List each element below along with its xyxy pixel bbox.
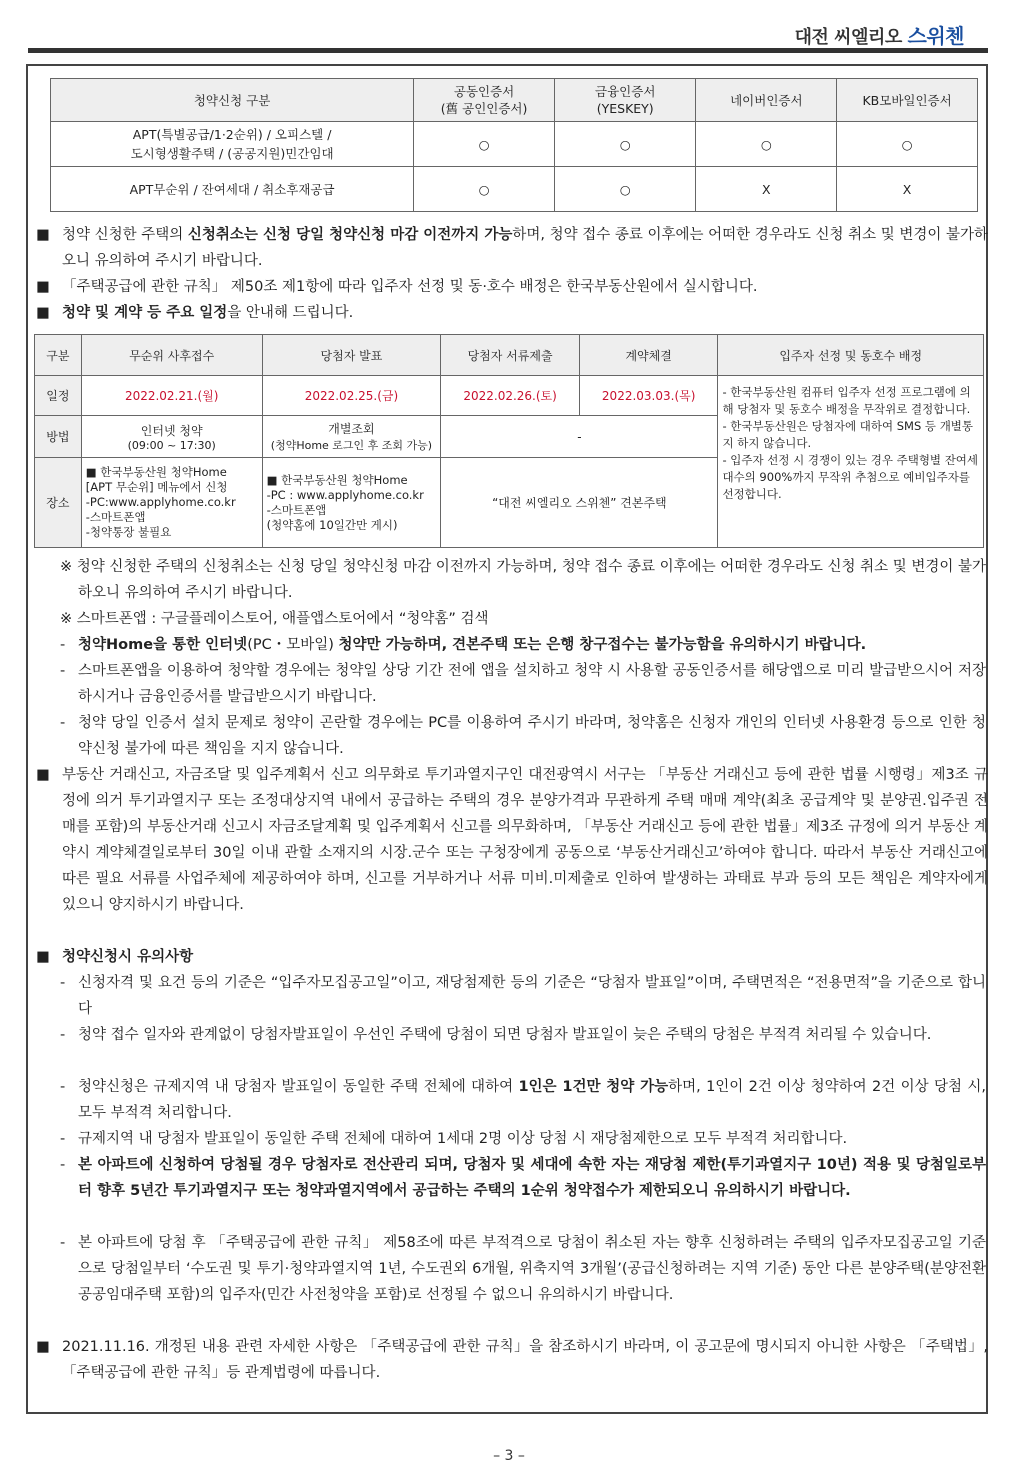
table-row xyxy=(51,122,978,167)
caution-6 xyxy=(60,1230,986,1308)
text: 하며, 청약 접수 종료 이후에는 어떠한 경우라도 신청 취소 및 변경이 불가하오니 유의하여 주시기 바랍니다. xyxy=(62,227,988,269)
text: 청약신청은 규제지역 내 당첨자 발표일이 동일한 주택 전체에 대하여 xyxy=(78,1079,519,1095)
text: ※ 청약 신청한 주택의 신청취소는 신청 당일 청약신청 마감 이전까지 가능하며, 청약 접수 종료 이후에는 어떠한 경우라도 신청 취소 및 변경이 불가하오니 유의하여 주시기 바랍니다. xyxy=(60,559,986,601)
brand-name: 스위첸 xyxy=(907,24,964,48)
row-label-place: 장소 xyxy=(35,458,82,548)
text-bold: 신청취소는 신청 당일 청약신청 마감 이전까지 가능 xyxy=(187,227,513,243)
dash-icon: - xyxy=(60,663,66,679)
cert-row-label: APT(특별공급/1·2순위) / 오피스텔 / 도시형생활주택 / (공공지원)민간임대 xyxy=(51,122,414,167)
sched-header-announce: 당첨자 발표 xyxy=(262,335,441,376)
cancel-notice xyxy=(36,222,988,274)
caution-3 xyxy=(60,1074,986,1126)
caution-4 xyxy=(60,1126,986,1152)
caution-heading xyxy=(36,944,988,970)
dash-icon: - xyxy=(60,1079,66,1095)
place-line: -스마트폰앱 xyxy=(266,502,327,517)
dash-icon: - xyxy=(60,975,66,991)
note-cancel xyxy=(60,554,986,606)
date-contract: 2022.03.03.(목) xyxy=(579,376,718,416)
row-label-method: 방법 xyxy=(35,416,82,458)
place-line: ■ 한국부동산원 청약Home xyxy=(85,465,227,479)
text: 스마트폰앱을 이용하여 청약할 경우에는 청약일 상당 기간 전에 앱을 설치하고 청약 시 사용할 공동인증서를 해당앱으로 미리 발급받으시어 저장하시거나 금융인증서를 발급받으시기 바랍니다. xyxy=(78,663,986,705)
dash-icon: - xyxy=(60,1131,66,1147)
place-documents: “대전 씨엘리오 스위첸” 견본주택 xyxy=(441,458,718,548)
revision-notice xyxy=(36,1334,988,1386)
page-number: – 3 – xyxy=(493,1448,525,1464)
cert-mark: ○ xyxy=(414,167,555,212)
text-bold: 청약만 가능하며, 견본주택 또는 은행 창구접수는 불가능함을 유의하시기 바랍니다. xyxy=(338,637,867,653)
sched-header-apply: 무순위 사후접수 xyxy=(81,335,262,376)
table-row xyxy=(35,376,984,416)
note-item: - 한국부동산원은 당첨자에 대하여 SMS 등 개별통지 하지 않습니다. xyxy=(722,419,974,450)
method-announce xyxy=(262,416,441,458)
bullet-icon: ■ xyxy=(36,949,50,965)
method-text: 개별조회 xyxy=(328,422,375,436)
method-hours: (09:00 ~ 17:30) xyxy=(127,438,216,452)
note-item: - 입주자 선정 시 경쟁이 있는 경우 주택형별 잔여세대수의 900%까지 무작위 추첨으로 예비입주자를 선정합니다. xyxy=(722,453,979,501)
brand-prefix: 대전 씨엘리오 xyxy=(794,27,902,48)
text: 청약 신청한 주택의 xyxy=(62,227,188,243)
cert-header-category: 청약신청 구분 xyxy=(51,79,414,122)
cert-mark: ○ xyxy=(554,167,696,212)
cert-mark: X xyxy=(837,167,978,212)
cert-header-financial: 금융인증서 (YESKEY) xyxy=(554,79,696,122)
place-line: -스마트폰앱 xyxy=(85,510,146,524)
cert-mark: X xyxy=(696,167,837,212)
place-line: -PC : www.applyhome.co.kr xyxy=(266,487,424,502)
date-documents: 2022.02.26.(토) xyxy=(441,376,580,416)
text: 본 아파트에 당첨 후 「주택공급에 관한 규칙」 제58조에 따른 부적격으로 당첨이 취소된 자는 향후 신청하려는 주택의 입주자모집공고일 기준으로 당첨일부터 ‘수도권 및 투기·청약과열지역 1년, 수도권외 6개월, 위축지역 3개월’(공급신청하려는 지역 기준) 동안 다른 분양주택(분양전환 공공임대주택 포함)의 입주자(민간 사전청약을 포함)로 선정될 수 없으니 유의하시기 바랍니다. xyxy=(78,1235,986,1303)
place-line: (청약홈에 10일간만 게시) xyxy=(266,517,398,532)
bullet-icon: ■ xyxy=(36,1339,50,1355)
text: 「주택공급에 관한 규칙」 제50조 제1항에 따라 입주자 선정 및 동·호수 배정은 한국부동산원에서 실시합니다. xyxy=(62,279,758,295)
selection-notice xyxy=(36,274,988,300)
place-line: [APT 무순위] 메뉴에서 신청 xyxy=(85,480,228,494)
place-announce xyxy=(262,458,441,548)
text: 청약 접수 일자와 관계없이 당첨자발표일이 우선인 주택에 당첨이 되면 당첨자 발표일이 늦은 주택의 당첨은 부적격 처리될 수 있습니다. xyxy=(78,1027,932,1043)
text-bold: 1인은 1건만 청약 가능 xyxy=(518,1079,669,1095)
place-line: -PC:www.applyhome.co.kr xyxy=(85,495,236,509)
method-text: 인터넷 청약 xyxy=(140,423,203,438)
bullet-icon: ■ xyxy=(36,767,50,783)
text: 하며, 1인이 2건 이상 청약하여 2건 이상 당첨 시, 모두 부적격 처리합니다. xyxy=(78,1079,986,1121)
dash-icon: - xyxy=(60,637,66,653)
selection-notes xyxy=(718,376,984,548)
dash-icon: - xyxy=(60,1027,66,1043)
text: 을 안내해 드립니다. xyxy=(227,305,354,321)
text: 신청자격 및 요건 등의 기준은 “입주자모집공고일”이고, 재당첨제한 등의 기준은 “당첨자 발표일”이며, 주택면적은 “전용면적”을 기준으로 합니다 xyxy=(78,975,986,1017)
table-row xyxy=(51,167,978,212)
note-app xyxy=(60,606,986,632)
row-label-date: 일정 xyxy=(35,376,82,416)
text-bold: 청약신청시 유의사항 xyxy=(62,949,194,965)
place-apply xyxy=(81,458,262,548)
text: ※ 스마트폰앱 : 구글플레이스토어, 애플앱스토어에서 “청약홈” 검색 xyxy=(60,611,489,627)
text-bold: 본 아파트에 신청하여 당첨될 경우 당첨자로 전산관리 되며, 당첨자 및 세대에 속한 자는 재당첨 제한(투기과열지구 10년) 적용 및 당첨일로부터 향후 5년간 투기과열지구 또는 청약과열지역에서 공급하는 주택의 1순위 청약접수가 제한되오니 유의하시기 바랍니다. xyxy=(78,1157,986,1199)
date-apply: 2022.02.21.(월) xyxy=(81,376,262,416)
sched-header-selection: 입주자 선정 및 동호수 배정 xyxy=(718,335,984,376)
cert-mark: ○ xyxy=(837,122,978,167)
cert-mark: ○ xyxy=(554,122,696,167)
method-sub: (청약Home 로그인 후 조회 가능) xyxy=(270,439,433,452)
brand-logo xyxy=(795,20,964,49)
caution-1 xyxy=(60,970,986,1022)
text: 부동산 거래신고, 자금조달 및 입주계획서 신고 의무화로 투기과열지구인 대전광역시 서구는 「부동산 거래신고 등에 관한 법률 시행령」제3조 규정에 의거 투기과열지구 또는 조정대상지역 내에서 공급하는 주택의 경우 분양가격과 무관하게 주택 매매 계약(최초 공급계약 및 분양권.입주권 전매를 포함)의 부동산거래 신고시 자금조달계획 및 입주계획서 신고를 의무화하며, 「부동산 거래신고 등에 관한 법률」제3조 규정에 의거 부동산 계약시 계약체결일로부터 30일 이내 관할 소재지의 시장.군수 또는 구청장에게 공동으로 ‘부동산거래신고’하여야 합니다. 따라서 부동산 거래신고에 따른 필요 서류를 사업주체에 제공하여야 하며, 신고를 거부하거나 서류 미비.미제출로 인하여 발생하는 과태료 부과 등의 모든 책임은 계약자에게 있으니 양지하시기 바랍니다. xyxy=(62,767,988,913)
bullet-icon: ■ xyxy=(36,279,50,295)
place-line: -청약통장 불필요 xyxy=(85,525,172,539)
text-bold: 청약 및 계약 등 주요 일정 xyxy=(62,305,228,321)
text: 청약 당일 인증서 설치 문제로 청약이 곤란할 경우에는 PC를 이용하여 주시기 바라며, 청약홈은 신청자 개인의 인터넷 사용환경 등으로 인한 청약신청 불가에 따른 책임을 지지 않습니다. xyxy=(78,715,986,757)
cert-row-label: APT무순위 / 잔여세대 / 취소후재공급 xyxy=(51,167,414,212)
method-documents: - xyxy=(441,416,718,458)
text: 2021.11.16. 개정된 내용 관련 자세한 사항은 「주택공급에 관한 규칙」을 참조하시기 바라며, 이 공고문에 명시되지 아니한 사항은 「주택법」, 「주택공급에 관한 규칙」등 관계법령에 따릅니다. xyxy=(62,1339,988,1381)
cert-header-kb: KB모바일인증서 xyxy=(837,79,978,122)
cert-header-joint: 공동인증서 (舊 공인인증서) xyxy=(414,79,555,122)
text: (PC・모바일) xyxy=(247,637,339,653)
dash-icon: - xyxy=(60,1157,66,1173)
caution-2 xyxy=(60,1022,986,1048)
schedule-table xyxy=(34,334,984,548)
note-pc xyxy=(60,710,986,762)
date-announce: 2022.02.25.(금) xyxy=(262,376,441,416)
note-item: - 한국부동산원 컴퓨터 입주자 선정 프로그램에 의해 당첨자 및 동호수 배정을 무작위로 결정합니다. xyxy=(722,385,971,416)
cert-mark: ○ xyxy=(414,122,555,167)
certificate-table xyxy=(50,78,978,212)
place-line: ■ 한국부동산원 청약Home xyxy=(266,472,408,487)
content-frame xyxy=(26,64,988,1414)
method-apply xyxy=(81,416,262,458)
cert-mark: ○ xyxy=(696,122,837,167)
dash-icon: - xyxy=(60,715,66,731)
cert-header-naver: 네이버인증서 xyxy=(696,79,837,122)
note-smartphone xyxy=(60,658,986,710)
sched-header-documents: 당첨자 서류제출 xyxy=(441,335,580,376)
real-estate-notice xyxy=(36,762,988,918)
text-bold: 청약Home을 통한 인터넷 xyxy=(78,637,248,653)
bullet-icon: ■ xyxy=(36,227,50,243)
schedule-intro xyxy=(36,300,988,326)
sched-header-category: 구분 xyxy=(35,335,82,376)
bullet-icon: ■ xyxy=(36,305,50,321)
sched-header-contract: 계약체결 xyxy=(579,335,718,376)
header-rule xyxy=(28,48,988,53)
note-online xyxy=(60,632,986,658)
text: 규제지역 내 당첨자 발표일이 동일한 주택 전체에 대하여 1세대 2명 이상 당첨 시 재당첨제한으로 모두 부적격 처리합니다. xyxy=(78,1131,848,1147)
caution-5 xyxy=(60,1152,986,1204)
dash-icon: - xyxy=(60,1235,66,1251)
